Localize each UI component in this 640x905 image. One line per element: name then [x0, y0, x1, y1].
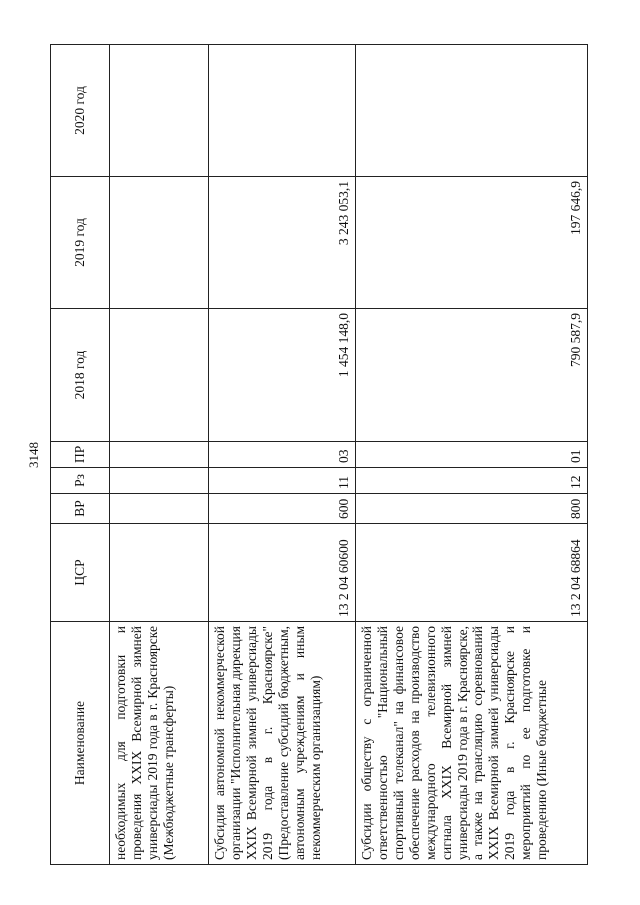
header-name: Наименование — [51, 622, 110, 865]
row-vr: 800 — [356, 494, 588, 524]
row-pr — [110, 442, 209, 468]
row-2019: 197 646,9 — [356, 177, 588, 309]
row-vr: 600 — [209, 494, 356, 524]
header-rz: Рз — [51, 468, 110, 494]
table-row — [209, 45, 356, 865]
row-rz — [110, 468, 209, 494]
row-2020 — [356, 45, 588, 177]
row-name: Субсидия автономной некоммерческой организации "Исполнительная дирекция XXIX Всемирной зимней универсиады 2019 года в г. Красноярске" (Предоставление субсидий бюджетным, автономным учреждениям и иным некоммерческим организациям) — [209, 622, 356, 865]
row-vr — [110, 494, 209, 524]
row-2019 — [110, 177, 209, 309]
row-pr: 01 — [356, 442, 588, 468]
header-2020: 2020 год — [51, 45, 110, 177]
row-rz: 11 — [209, 468, 356, 494]
row-pr: 03 — [209, 442, 356, 468]
row-2020 — [209, 45, 356, 177]
header-csr: ЦСР — [51, 524, 110, 622]
header-2019: 2019 год — [51, 177, 110, 309]
row-2019: 3 243 053,1 — [209, 177, 356, 309]
row-csr — [110, 524, 209, 622]
row-csr: 13 2 04 60600 — [209, 524, 356, 622]
budget-table — [50, 44, 588, 865]
row-2018: 790 587,9 — [356, 309, 588, 442]
table-row — [110, 45, 209, 865]
row-name: Субсидии обществу с ограниченной ответственностью "Национальный спортивный телеканал" на финансовое обеспечение расходов на производство международного телевизионного сигнала XXIX Всемирной зимней универсиады 2019 года в г. Красноярске, а также на трансляцию соревнований XXIX Всемирной зимней универсиады 2019 года в г. Красноярске и мероприятий по ее подготовке и проведению (Иные бюджетные — [356, 622, 588, 865]
row-2020 — [110, 45, 209, 177]
row-2018: 1 454 148,0 — [209, 309, 356, 442]
header-2018: 2018 год — [51, 309, 110, 442]
row-csr: 13 2 04 68864 — [356, 524, 588, 622]
header-vr: ВР — [51, 494, 110, 524]
row-rz: 12 — [356, 468, 588, 494]
rotated-page-area — [50, 45, 620, 865]
page-number: 3148 — [26, 442, 41, 468]
table-header-row — [51, 45, 110, 865]
budget-table-landscape — [50, 45, 620, 865]
table-row — [356, 45, 588, 865]
row-2018 — [110, 309, 209, 442]
header-pr: ПР — [51, 442, 110, 468]
row-name: необходимых для подготовки и проведения XXIX Всемирной зимней универсиады 2019 года в г. Красноярске (Межбюджетные трансферты) — [110, 622, 209, 865]
